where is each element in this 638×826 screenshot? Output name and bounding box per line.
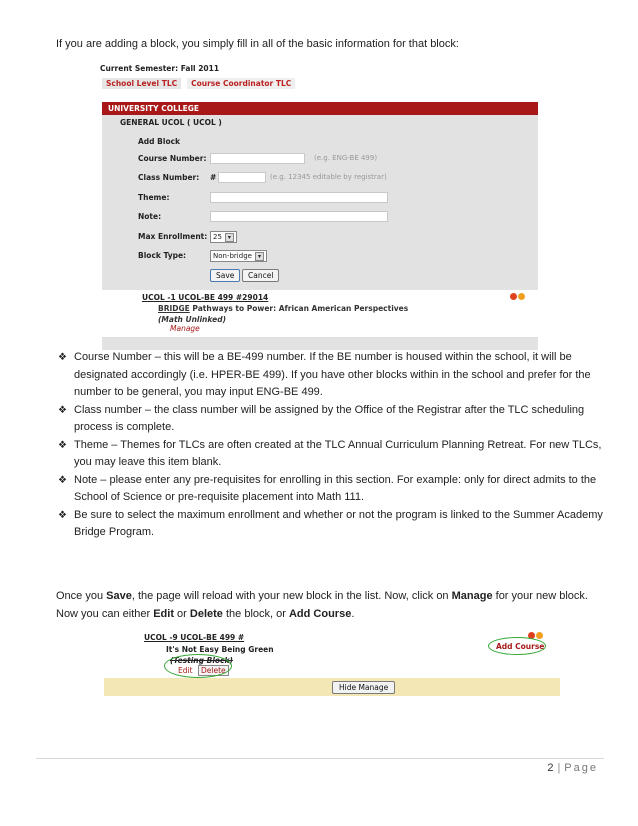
list-item: ❖ Note – please enter any pre-requisites for enrolling in this section. For example: only for direct admits to the School of Science or pre-requisite placement into Math 111. [58, 473, 597, 503]
college-header: UNIVERSITY COLLEGE [102, 102, 538, 115]
block-title [158, 304, 408, 313]
class-number-prefix: # [210, 173, 217, 182]
highlight-ring-add-course [488, 637, 546, 655]
page-label: Page [564, 762, 598, 774]
save-button[interactable]: Save [210, 269, 240, 282]
hide-manage-button[interactable]: Hide Manage [332, 681, 395, 694]
tab-bar [102, 78, 295, 89]
block-title-text: Pathways to Power: African American Perspectives [189, 304, 409, 313]
current-semester: Current Semester: Fall 2011 [100, 64, 220, 73]
block-type-value: Non-bridge [213, 252, 252, 260]
block-title: It's Not Easy Being Green [166, 645, 274, 654]
add-course-link[interactable]: Add Course [496, 642, 545, 651]
tab-course-coordinator-tlc[interactable]: Course Coordinator TLC [187, 78, 295, 89]
block-code-link[interactable]: UCOL -1 UCOL-BE 499 #29014 [142, 293, 269, 302]
manage-screenshot [104, 628, 560, 702]
list-item: ❖ Class number – the class number will be assigned by the Office of the Registrar after the TLC scheduling process is complete. [58, 403, 585, 433]
max-enrollment-label: Max Enrollment: [138, 232, 208, 241]
edit-link[interactable]: Edit [178, 666, 193, 675]
manage-instructions: Once you Save, the page will reload with your new block in the list. Now, click on Manage for your new block. Now you can either Edit or Delete the block, or Add Course. [56, 590, 588, 620]
theme-label: Theme: [138, 193, 170, 202]
chevron-down-icon: ▾ [225, 233, 234, 242]
max-enrollment-value: 25 [213, 233, 222, 241]
diamond-bullet-icon: ❖ [58, 439, 67, 451]
status-dot-orange-icon [518, 293, 525, 300]
diamond-bullet-icon: ❖ [58, 352, 67, 363]
course-number-label: Course Number: [138, 154, 207, 163]
cancel-button[interactable]: Cancel [242, 269, 279, 282]
course-number-input[interactable] [210, 153, 305, 164]
list-item: ❖ Course Number – this will be a BE-499 number. If the BE number is housed within the school, it will be designated accordingly (i.e. HPER-BE 499). If you have other blocks within in the school and prefer for the number to be general, you may input ENG-BE 499. [58, 351, 591, 398]
class-number-input[interactable] [218, 172, 266, 183]
department-title: GENERAL UCOL ( UCOL ) [120, 118, 222, 127]
diamond-bullet-icon: ❖ [58, 404, 67, 416]
list-item: ❖ Theme – Themes for TLCs are often created at the TLC Annual Curriculum Planning Retreat. For new TLCs, you may leave this item blank. [58, 438, 602, 468]
note-input[interactable] [210, 211, 388, 222]
status-dot-orange-icon [536, 632, 543, 639]
add-block-heading: Add Block [138, 137, 181, 146]
add-block-screenshot [96, 60, 540, 336]
block-note: (Math Unlinked) [158, 315, 227, 324]
footer-divider [36, 758, 604, 759]
highlight-ring-edit-delete [164, 654, 232, 678]
max-enrollment-select[interactable] [210, 231, 237, 243]
block-type-select[interactable] [210, 250, 267, 262]
chevron-down-icon: ▾ [255, 252, 264, 261]
course-number-hint: (e.g. ENG-BE 499) [314, 154, 378, 162]
page-footer [547, 762, 598, 774]
page-separator: | [557, 762, 561, 774]
delete-button[interactable]: Delete [198, 665, 229, 676]
block-code-link[interactable]: UCOL -9 UCOL-BE 499 # [144, 633, 245, 642]
block-note: (Testing Block) [170, 656, 233, 665]
manage-link[interactable]: Manage [170, 324, 200, 333]
class-number-hint: (e.g. 12345 editable by registrar) [270, 173, 387, 181]
bridge-label: BRIDGE [158, 304, 190, 313]
diamond-bullet-icon: ❖ [58, 509, 67, 521]
page-number: 2 [547, 762, 554, 774]
list-item: ❖ Be sure to select the maximum enrollment and whether or not the program is linked to the Summer Academy Bridge Program. [58, 508, 603, 538]
theme-input[interactable] [210, 192, 388, 203]
block-type-label: Block Type: [138, 251, 187, 260]
intro-text: If you are adding a block, you simply fill in all of the basic information for that block: [56, 38, 459, 50]
status-dot-red-icon [510, 293, 517, 300]
note-label: Note: [138, 212, 162, 221]
instruction-list [58, 349, 603, 542]
tab-school-level-tlc[interactable]: School Level TLC [102, 78, 181, 89]
diamond-bullet-icon: ❖ [58, 474, 67, 486]
class-number-label: Class Number: [138, 173, 200, 182]
block-list-item [102, 290, 538, 338]
